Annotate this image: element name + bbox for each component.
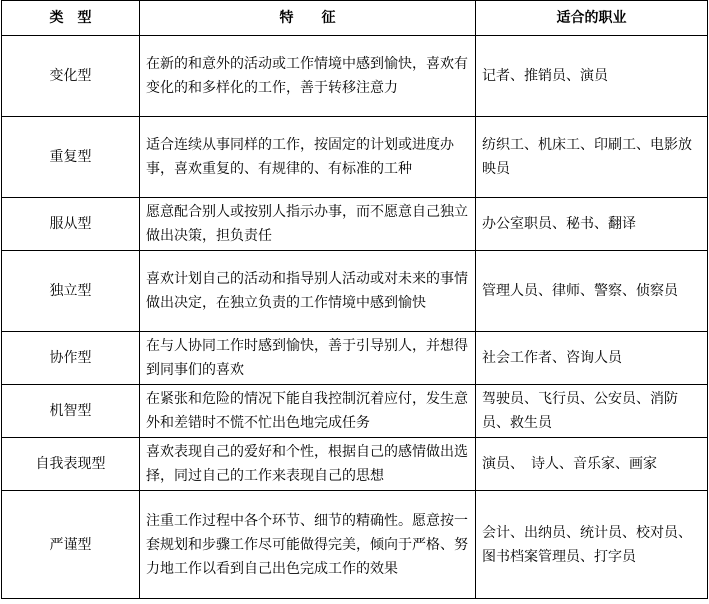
personality-career-table: [1, 0, 708, 599]
feature-cell: 愿意配合别人或按别人指示办事，而不愿意自己独立做出决策，担负责任: [140, 198, 476, 251]
table-row: [2, 117, 708, 198]
jobs-cell: 管理人员、律师、警察、侦察员: [476, 251, 708, 332]
table-row: [2, 438, 708, 491]
header-feature: 特 征: [140, 1, 476, 36]
jobs-cell: 社会工作者、咨询人员: [476, 332, 708, 385]
jobs-cell: 驾驶员、飞行员、公安员、消防员、救生员: [476, 385, 708, 438]
table-row: [2, 491, 708, 599]
type-cell: 变化型: [2, 36, 140, 117]
jobs-cell: 办公室职员、秘书、翻译: [476, 198, 708, 251]
type-cell: 独立型: [2, 251, 140, 332]
feature-cell: 喜欢表现自己的爱好和个性，根据自己的感情做出选择，同过自己的工作来表现自己的思想: [140, 438, 476, 491]
table-row: [2, 36, 708, 117]
table-row: [2, 198, 708, 251]
feature-cell: 在紧张和危险的情况下能自我控制沉着应付，发生意外和差错时不慌不忙出色地完成任务: [140, 385, 476, 438]
jobs-cell: 会计、出纳员、统计员、校对员、图书档案管理员、打字员: [476, 491, 708, 599]
table-row: [2, 332, 708, 385]
jobs-cell: 演员、 诗人、音乐家、画家: [476, 438, 708, 491]
jobs-cell: 纺织工、机床工、印刷工、电影放映员: [476, 117, 708, 198]
header-row: [2, 1, 708, 36]
type-cell: 协作型: [2, 332, 140, 385]
feature-cell: 注重工作过程中各个环节、细节的精确性。愿意按一套规划和步骤工作尽可能做得完美，倾向于严格、努力地工作以看到自己出色完成工作的效果: [140, 491, 476, 599]
header-jobs: 适合的职业: [476, 1, 708, 36]
type-cell: 严谨型: [2, 491, 140, 599]
jobs-cell: 记者、推销员、演员: [476, 36, 708, 117]
feature-cell: 在新的和意外的活动或工作情境中感到愉快，喜欢有变化的和多样化的工作，善于转移注意力: [140, 36, 476, 117]
feature-cell: 喜欢计划自己的活动和指导别人活动或对未来的事情做出决定，在独立负责的工作情境中感到愉快: [140, 251, 476, 332]
table-row: [2, 251, 708, 332]
type-cell: 机智型: [2, 385, 140, 438]
type-cell: 服从型: [2, 198, 140, 251]
type-cell: 自我表现型: [2, 438, 140, 491]
header-type: 类 型: [2, 1, 140, 36]
table-row: [2, 385, 708, 438]
type-cell: 重复型: [2, 117, 140, 198]
feature-cell: 在与人协同工作时感到愉快，善于引导别人，并想得到同事们的喜欢: [140, 332, 476, 385]
feature-cell: 适合连续从事同样的工作，按固定的计划或进度办事，喜欢重复的、有规律的、有标准的工种: [140, 117, 476, 198]
